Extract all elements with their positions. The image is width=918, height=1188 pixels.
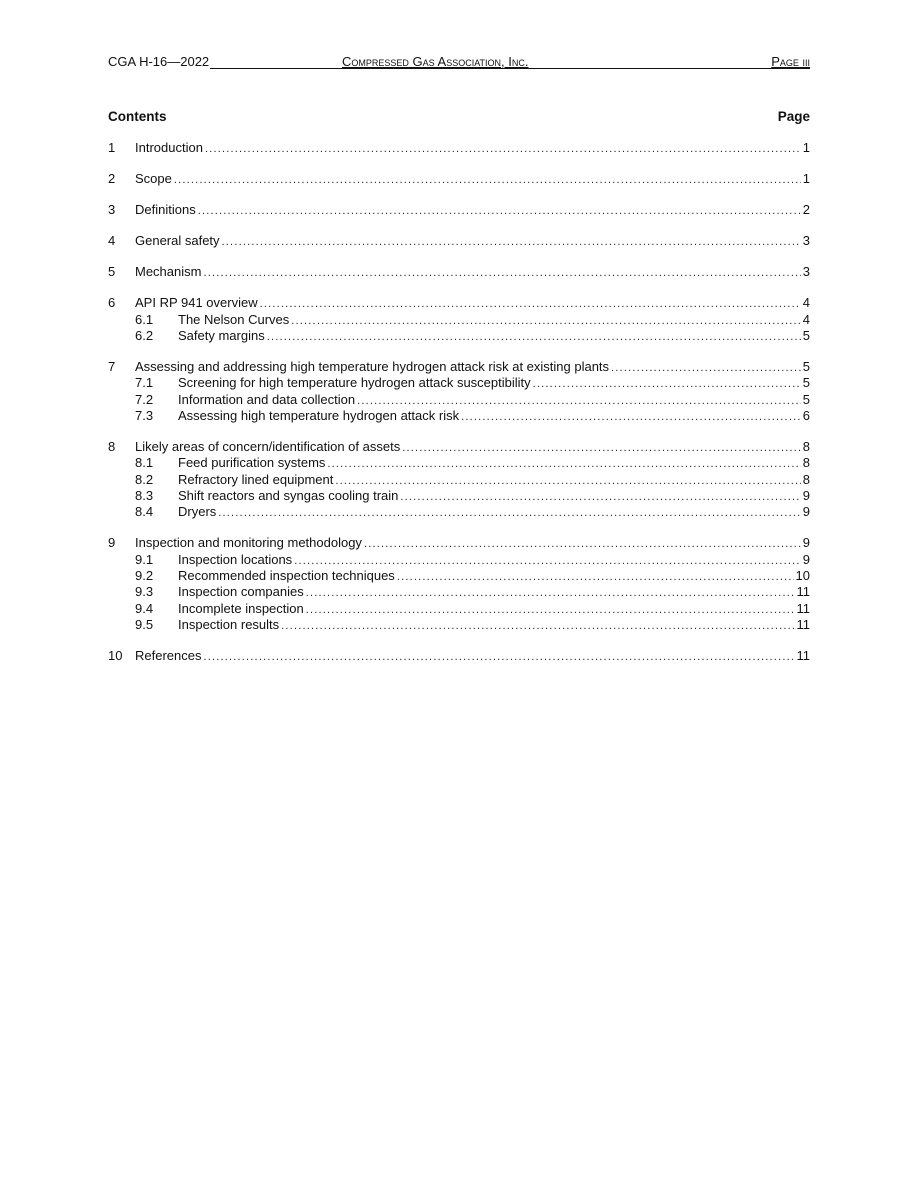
toc-entry-page[interactable]: 1 — [802, 140, 810, 155]
toc-section-1[interactable] — [108, 140, 810, 156]
toc-section-2[interactable] — [108, 171, 810, 187]
toc-subsection-9-3[interactable] — [108, 584, 810, 600]
toc-section-10[interactable] — [108, 648, 810, 664]
toc-entry-title[interactable]: Feed purification systems — [178, 455, 326, 471]
toc-entry-line — [135, 648, 810, 665]
toc-subsection-9-4[interactable] — [108, 601, 810, 617]
toc-entry-title[interactable]: Shift reactors and syngas cooling train — [178, 488, 399, 504]
toc-entry-page[interactable]: 11 — [796, 600, 810, 616]
dot-leader — [461, 409, 801, 425]
toc-entry-page[interactable]: 1 — [802, 171, 810, 187]
toc-entry-title[interactable]: Information and data collection — [178, 391, 356, 407]
toc-entry-line — [135, 202, 810, 219]
toc-entry-title[interactable]: API RP 941 overview — [135, 295, 258, 311]
toc-entry-number: 1 — [108, 140, 116, 155]
toc-entry-page[interactable]: 5 — [802, 328, 810, 344]
toc-entry-number: 6.2 — [135, 328, 154, 344]
toc-entry-number: 9.4 — [135, 600, 154, 616]
dot-leader — [222, 234, 801, 250]
dot-leader — [203, 649, 794, 665]
dot-leader — [533, 376, 801, 392]
toc-entry-page[interactable]: 5 — [802, 391, 810, 407]
toc-entry-page[interactable]: 5 — [802, 359, 810, 375]
toc-subsection-7-2[interactable] — [108, 392, 810, 408]
toc-section-6[interactable] — [108, 295, 810, 311]
toc-entry-page[interactable]: 4 — [802, 295, 810, 311]
toc-entry-number: 8.4 — [135, 504, 154, 520]
dot-leader — [402, 440, 801, 456]
toc-entry-page[interactable]: 11 — [796, 616, 810, 632]
toc-entry-number: 9.2 — [135, 568, 154, 584]
page-header — [108, 54, 810, 72]
toc-entry-title[interactable]: Likely areas of concern/identification of assets — [135, 439, 401, 455]
dot-leader — [327, 456, 800, 472]
toc-entry-title[interactable]: Safety margins — [178, 328, 265, 344]
toc-heading-row — [108, 108, 810, 126]
toc-subsection-9-2[interactable] — [108, 568, 810, 584]
toc-subsection-8-1[interactable] — [108, 455, 810, 471]
toc-entry-title[interactable]: Inspection results — [178, 616, 280, 632]
toc-entry-page[interactable]: 10 — [795, 568, 810, 584]
toc-entry-line — [135, 359, 810, 376]
toc-entry-line — [178, 408, 810, 425]
toc-entry-line — [178, 375, 810, 392]
toc-entry-number: 9.5 — [135, 616, 154, 632]
toc-entry-title[interactable]: Screening for high temperature hydrogen attack susceptibility — [178, 375, 531, 391]
toc-entry-number: 9 — [108, 535, 116, 551]
toc-section-8[interactable] — [108, 439, 810, 455]
toc-entry-number: 5 — [108, 264, 116, 280]
page-column-heading: Page — [777, 109, 810, 124]
toc-entry-page[interactable]: 3 — [802, 233, 810, 249]
organization-name-text: Compressed Gas Association, Inc. — [342, 54, 529, 69]
toc-entry-page[interactable]: 5 — [802, 375, 810, 391]
toc-subsection-8-2[interactable] — [108, 472, 810, 488]
dot-leader — [291, 313, 800, 329]
dot-leader — [294, 553, 801, 569]
toc-entry-line — [135, 439, 810, 456]
toc-entry-line — [135, 264, 810, 281]
toc-entry-title[interactable]: Dryers — [178, 504, 217, 520]
toc-entry-number: 2 — [108, 171, 116, 187]
toc-entry-page[interactable]: 8 — [802, 471, 810, 487]
toc-entry-line — [135, 535, 810, 552]
toc-entry-title[interactable]: The Nelson Curves — [178, 311, 290, 327]
toc-subsection-9-5[interactable] — [108, 617, 810, 633]
toc-gap — [108, 250, 810, 265]
toc-entry-line — [178, 312, 810, 329]
toc-entry-title[interactable]: Inspection companies — [178, 584, 304, 600]
toc-subsection-7-1[interactable] — [108, 375, 810, 391]
toc-entry-title[interactable]: Incomplete inspection — [178, 600, 304, 616]
toc-entry-line — [178, 488, 810, 505]
toc-subsection-9-1[interactable] — [108, 552, 810, 568]
toc-section-5[interactable] — [108, 264, 810, 280]
toc-entry-line — [178, 584, 810, 601]
toc-gap — [108, 281, 810, 296]
toc-entry-title[interactable]: Recommended inspection techniques — [178, 568, 395, 584]
toc-entry-page[interactable]: 6 — [802, 408, 810, 424]
toc-entry-line — [135, 140, 810, 157]
toc-entry-title[interactable]: Assessing high temperature hydrogen attack risk — [178, 408, 460, 424]
toc-gap — [108, 156, 810, 171]
toc-entry-line — [178, 328, 810, 345]
toc-entry-line — [135, 233, 810, 250]
toc-entry-number: 7.3 — [135, 408, 154, 424]
toc-subsection-6-2[interactable] — [108, 328, 810, 344]
dot-leader — [306, 602, 795, 618]
toc-entry-page[interactable]: 2 — [802, 202, 810, 218]
toc-gap — [108, 218, 810, 233]
toc-entry-page[interactable]: 11 — [796, 648, 810, 663]
toc-entry-title[interactable]: Introduction — [135, 140, 203, 155]
toc-entry-line — [178, 472, 810, 489]
toc-entry-number: 8.3 — [135, 488, 154, 504]
toc-entry-line — [178, 504, 810, 521]
toc-entry-number: 3 — [108, 202, 116, 218]
toc-subsection-7-3[interactable] — [108, 408, 810, 424]
toc-entry-page[interactable]: 9 — [802, 551, 810, 567]
table-of-contents — [108, 140, 810, 664]
organization-name — [342, 54, 528, 70]
toc-entry-line — [178, 568, 810, 585]
toc-entry-title[interactable]: General safety — [135, 233, 220, 249]
toc-gap — [108, 633, 810, 648]
toc-entry-number: 7 — [108, 359, 116, 375]
toc-entry-number: 4 — [108, 233, 116, 249]
toc-entry-line — [178, 601, 810, 618]
dot-leader — [203, 265, 800, 281]
contents-heading: Contents — [108, 109, 167, 124]
toc-entry-line — [178, 392, 810, 409]
toc-entry-page[interactable]: 8 — [802, 455, 810, 471]
toc-section-4[interactable] — [108, 233, 810, 249]
dot-leader — [260, 296, 801, 312]
toc-entry-page[interactable]: 9 — [802, 488, 810, 504]
dot-leader — [198, 203, 801, 219]
toc-entry-number: 8 — [108, 439, 116, 455]
toc-entry-title[interactable]: References — [135, 648, 202, 663]
toc-section-7[interactable] — [108, 359, 810, 375]
toc-entry-title[interactable]: Refractory lined equipment — [178, 471, 334, 487]
toc-entry-number: 7.1 — [135, 375, 154, 391]
toc-entry-page[interactable]: 4 — [802, 311, 810, 327]
dot-leader — [400, 489, 800, 505]
toc-entry-line — [178, 455, 810, 472]
toc-entry-title[interactable]: Inspection locations — [178, 551, 293, 567]
dot-leader — [205, 141, 801, 157]
dot-leader — [306, 585, 795, 601]
dot-leader — [364, 536, 801, 552]
toc-entry-title[interactable]: Assessing and addressing high temperature hydrogen attack risk at existing plants — [135, 359, 610, 375]
toc-entry-line — [178, 617, 810, 634]
toc-entry-number: 7.2 — [135, 391, 154, 407]
dot-leader — [281, 618, 794, 634]
toc-entry-page[interactable]: 9 — [802, 504, 810, 520]
toc-entry-title[interactable]: Inspection and monitoring methodology — [135, 535, 362, 551]
toc-entry-page[interactable]: 9 — [802, 535, 810, 551]
toc-entry-number: 9.1 — [135, 551, 154, 567]
dot-leader — [218, 505, 800, 521]
page-number — [771, 54, 810, 70]
toc-entry-title[interactable]: Definitions — [135, 202, 196, 218]
toc-gap — [108, 187, 810, 202]
toc-entry-number: 6 — [108, 295, 116, 311]
toc-entry-page[interactable]: 3 — [802, 264, 810, 280]
dot-leader — [335, 473, 800, 489]
dot-leader — [174, 172, 801, 188]
dot-leader — [267, 329, 801, 345]
toc-entry-line — [178, 552, 810, 569]
toc-gap — [108, 344, 810, 359]
toc-entry-line — [135, 171, 810, 188]
toc-section-9[interactable] — [108, 535, 810, 551]
page-number-text: Page iii — [771, 54, 810, 69]
dot-leader — [611, 360, 801, 376]
toc-entry-number: 9.3 — [135, 584, 154, 600]
dot-leader — [357, 393, 801, 409]
toc-entry-title[interactable]: Mechanism — [135, 264, 202, 280]
toc-entry-line — [135, 295, 810, 312]
toc-subsection-8-3[interactable] — [108, 488, 810, 504]
toc-subsection-8-4[interactable] — [108, 504, 810, 520]
document-id: CGA H-16—2022 — [108, 54, 210, 69]
dot-leader — [397, 569, 794, 585]
toc-entry-number: 8.1 — [135, 455, 154, 471]
toc-entry-title[interactable]: Scope — [135, 171, 172, 187]
toc-entry-number: 8.2 — [135, 471, 154, 487]
toc-subsection-6-1[interactable] — [108, 312, 810, 328]
toc-entry-page[interactable]: 11 — [796, 584, 810, 600]
toc-section-3[interactable] — [108, 202, 810, 218]
toc-gap — [108, 424, 810, 439]
toc-entry-page[interactable]: 8 — [802, 439, 810, 455]
toc-gap — [108, 521, 810, 536]
toc-entry-number: 10 — [108, 648, 123, 663]
toc-entry-number: 6.1 — [135, 311, 154, 327]
